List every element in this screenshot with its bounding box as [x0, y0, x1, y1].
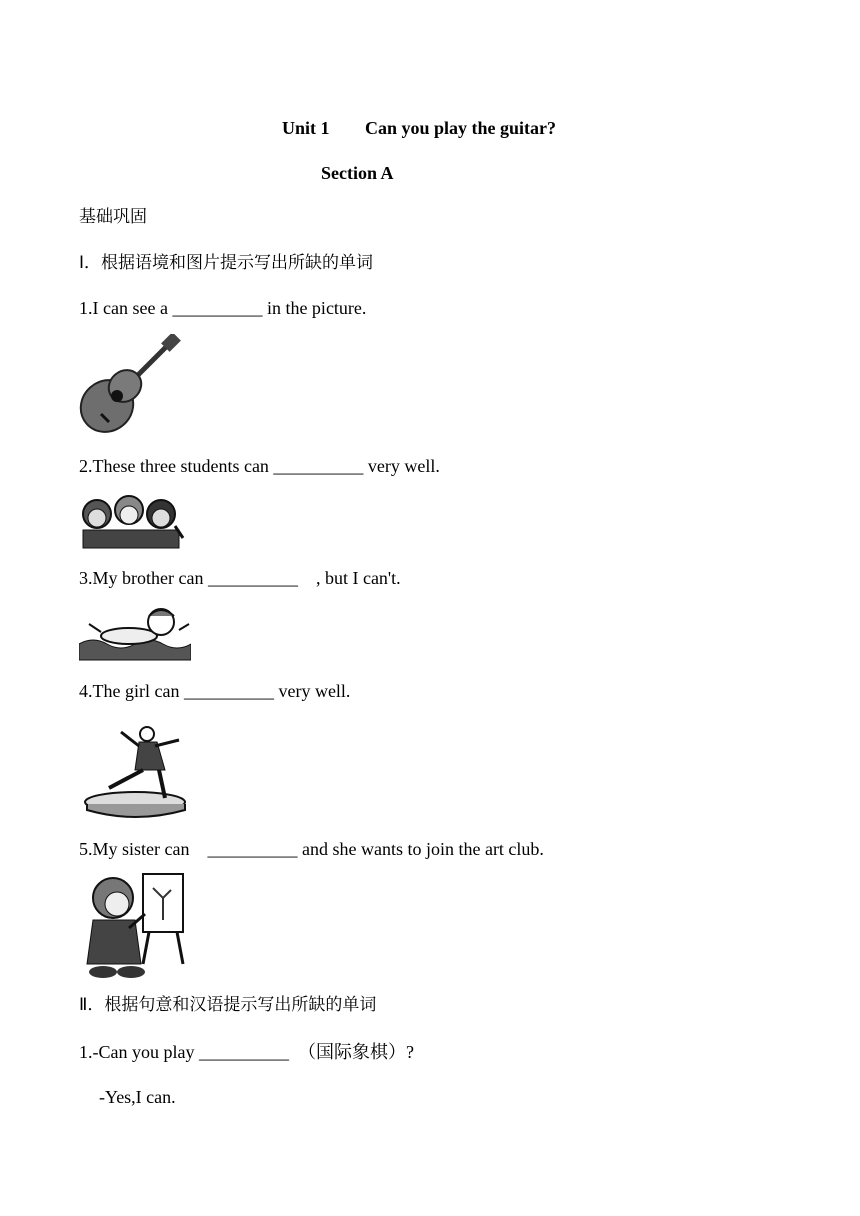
- category-heading: 基础巩固: [79, 207, 147, 227]
- question-5: 5.My sister can __________ and she wants to join the art club.: [79, 839, 544, 859]
- drawing-girl-icon: [87, 874, 183, 978]
- girl-drawing-image: [79, 868, 189, 982]
- guitar-image: [79, 334, 181, 438]
- question-1: 1.I can see a __________ in the picture.: [79, 298, 367, 318]
- students-singing-image: [79, 490, 187, 550]
- page-title: Can you play the guitar?: [365, 118, 557, 138]
- part2-heading: Ⅱ．根据句意和汉语提示写出所缺的单词: [79, 995, 377, 1015]
- question-2: 2.These three students can __________ very well.: [79, 456, 440, 476]
- girl-dancing-image: [79, 724, 193, 820]
- answer-2-1: -Yes,I can.: [99, 1087, 176, 1107]
- question-2-1: 1.-Can you play __________ （国际象棋）?: [79, 1042, 414, 1062]
- singing-students-icon: [83, 496, 183, 548]
- unit-label: Unit 1: [282, 118, 330, 138]
- question-3: 3.My brother can __________ , but I can't.: [79, 568, 401, 588]
- section-title: Section A: [321, 163, 394, 183]
- boy-swimming-image: [79, 600, 191, 662]
- swimming-boy-icon: [79, 609, 191, 660]
- guitar-icon: [79, 334, 181, 438]
- question-4: 4.The girl can __________ very well.: [79, 681, 351, 701]
- dancing-girl-icon: [85, 727, 185, 817]
- part1-heading: I．根据语境和图片提示写出所缺的单词: [79, 253, 374, 273]
